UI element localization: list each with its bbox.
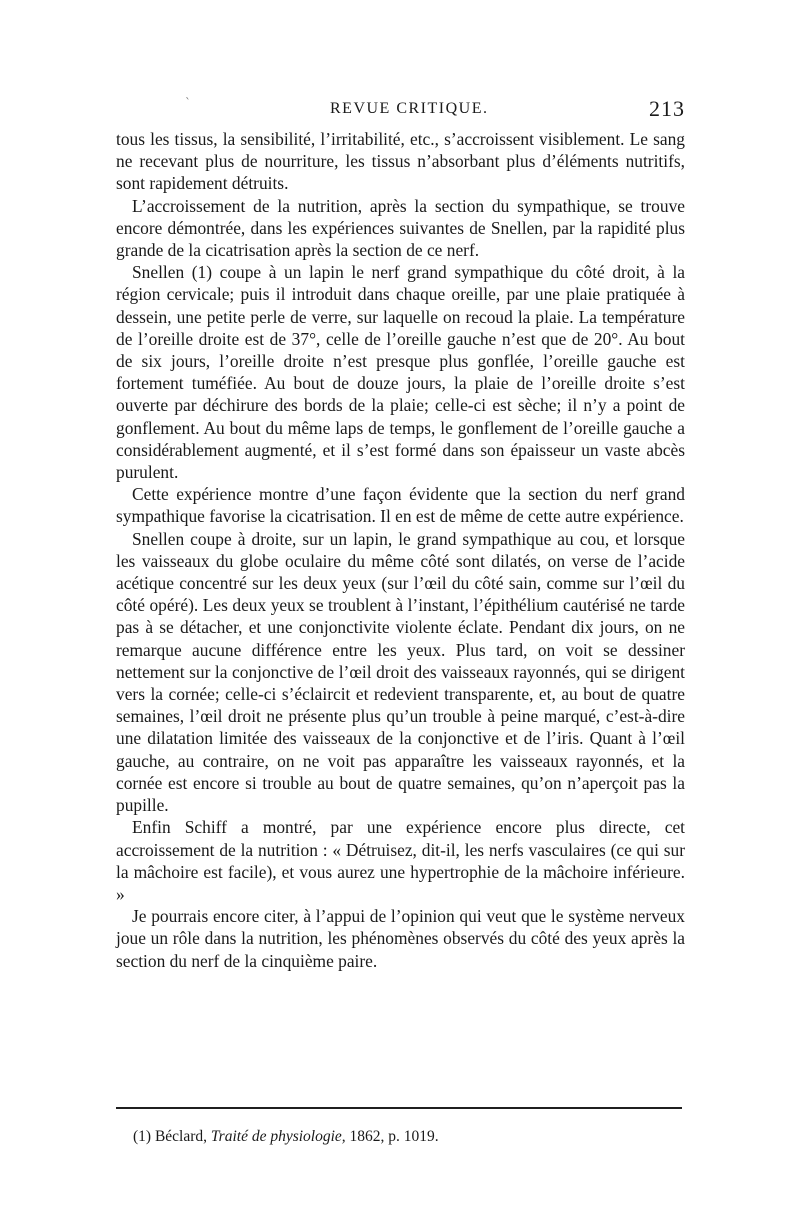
- paragraph-1: tous les tissus, la sensibilité, l’irritabilité, etc., s’accroissent visiblement. Le sang ne recevant plus de nourriture, les tissus n’absorbant plus d’éléments nutritifs, sont rapidement détruits.: [116, 129, 685, 194]
- stray-mark: `: [185, 96, 191, 110]
- paragraph-7: Je pourrais encore citer, à l’appui de l’opinion qui veut que le système nerveux joue un rôle dans la nutrition, les phénomènes observés du côté des yeux après la section du nerf de la cinquième paire.: [116, 906, 685, 971]
- footnote-rule: [116, 1107, 682, 1109]
- paragraph-6: Enfin Schiff a montré, par une expérience encore plus directe, cet accroissement de la nutrition : « Détruisez, dit-il, les nerfs vasculaires (ce qui sur la mâchoire est facile), et vous aurez une hypertrophie de la mâchoire inférieure. »: [116, 817, 685, 904]
- body-text: [116, 128, 685, 972]
- footnote: [133, 1127, 693, 1147]
- paragraph-5: Snellen coupe à droite, sur un lapin, le grand sympathique au cou, et lorsque les vaisseaux du globe oculaire du même côté sont dilatés, on verse de l’acide acétique concentré sur les deux yeux (sur l’œil du côté sain, comme sur l’œil du côté opéré). Les deux yeux se troublent à l’instant, l’épithélium cautérisé ne tarde pas à se détacher, et une conjonctivite violente éclate. Pendant dix jours, on ne remarque aucune différence entre les yeux. Plus tard, on voit se dessiner nettement sur la conjonctive de l’œil droit des vaisseaux rayonnés, qui se dirigent vers la cornée; celle-ci s’éclaircit et redevient transparente, et, au bout de quatre semaines, l’œil droit ne présente plus qu’un trouble à peine marqué, c’est-à-dire une dilatation limitée des vaisseaux de la conjonctive et de l’iris. Quant à l’œil gauche, au contraire, on ne voit pas apparaître les vaisseaux rayonnés, et la cornée est encore si trouble au bout de quatre semaines, qu’on n’aperçoit pas la pupille.: [116, 528, 685, 816]
- footnote-title: Traité de physiologie,: [210, 1128, 346, 1145]
- page-number: 213: [649, 96, 685, 121]
- running-head: REVUE CRITIQUE.: [330, 100, 489, 117]
- footnote-details: 1862, p. 1019.: [349, 1128, 439, 1145]
- paragraph-2: L’accroissement de la nutrition, après la section du sympathique, se trouve encore démontrée, dans les expériences suivantes de Snellen, par la rapidité plus grande de la cicatrisation après la section de ce nerf.: [116, 195, 685, 261]
- paragraph-3: Snellen (1) coupe à un lapin le nerf grand sympathique du côté droit, à la région cervicale; puis il introduit dans chaque oreille, par une plaie pratiquée à dessein, une petite perle de verre, sur laquelle on recoud la plaie. La température de l’oreille droite est de 37°, celle de l’oreille gauche n’est que de 20°. Au bout de six jours, l’oreille droite n’est presque plus gonflée, l’oreille gauche est fortement tuméfiée. Au bout de douze jours, la plaie de l’oreille droite s’est ouverte par déchirure des bords de la plaie; celle-ci est sèche; il n’y a point de gonflement. Au bout du même laps de temps, le gonflement de l’oreille gauche a considérablement augmenté, et il s’est formé dans son épaisseur un vaste abcès purulent.: [116, 262, 685, 483]
- paragraph-4: Cette expérience montre d’une façon évidente que la section du nerf grand sympathique favorise la cicatrisation. Il en est de même de cette autre expérience.: [116, 484, 685, 527]
- footnote-marker: (1): [133, 1128, 152, 1145]
- footnote-author: Béclard,: [154, 1128, 208, 1145]
- page-header: [115, 96, 685, 126]
